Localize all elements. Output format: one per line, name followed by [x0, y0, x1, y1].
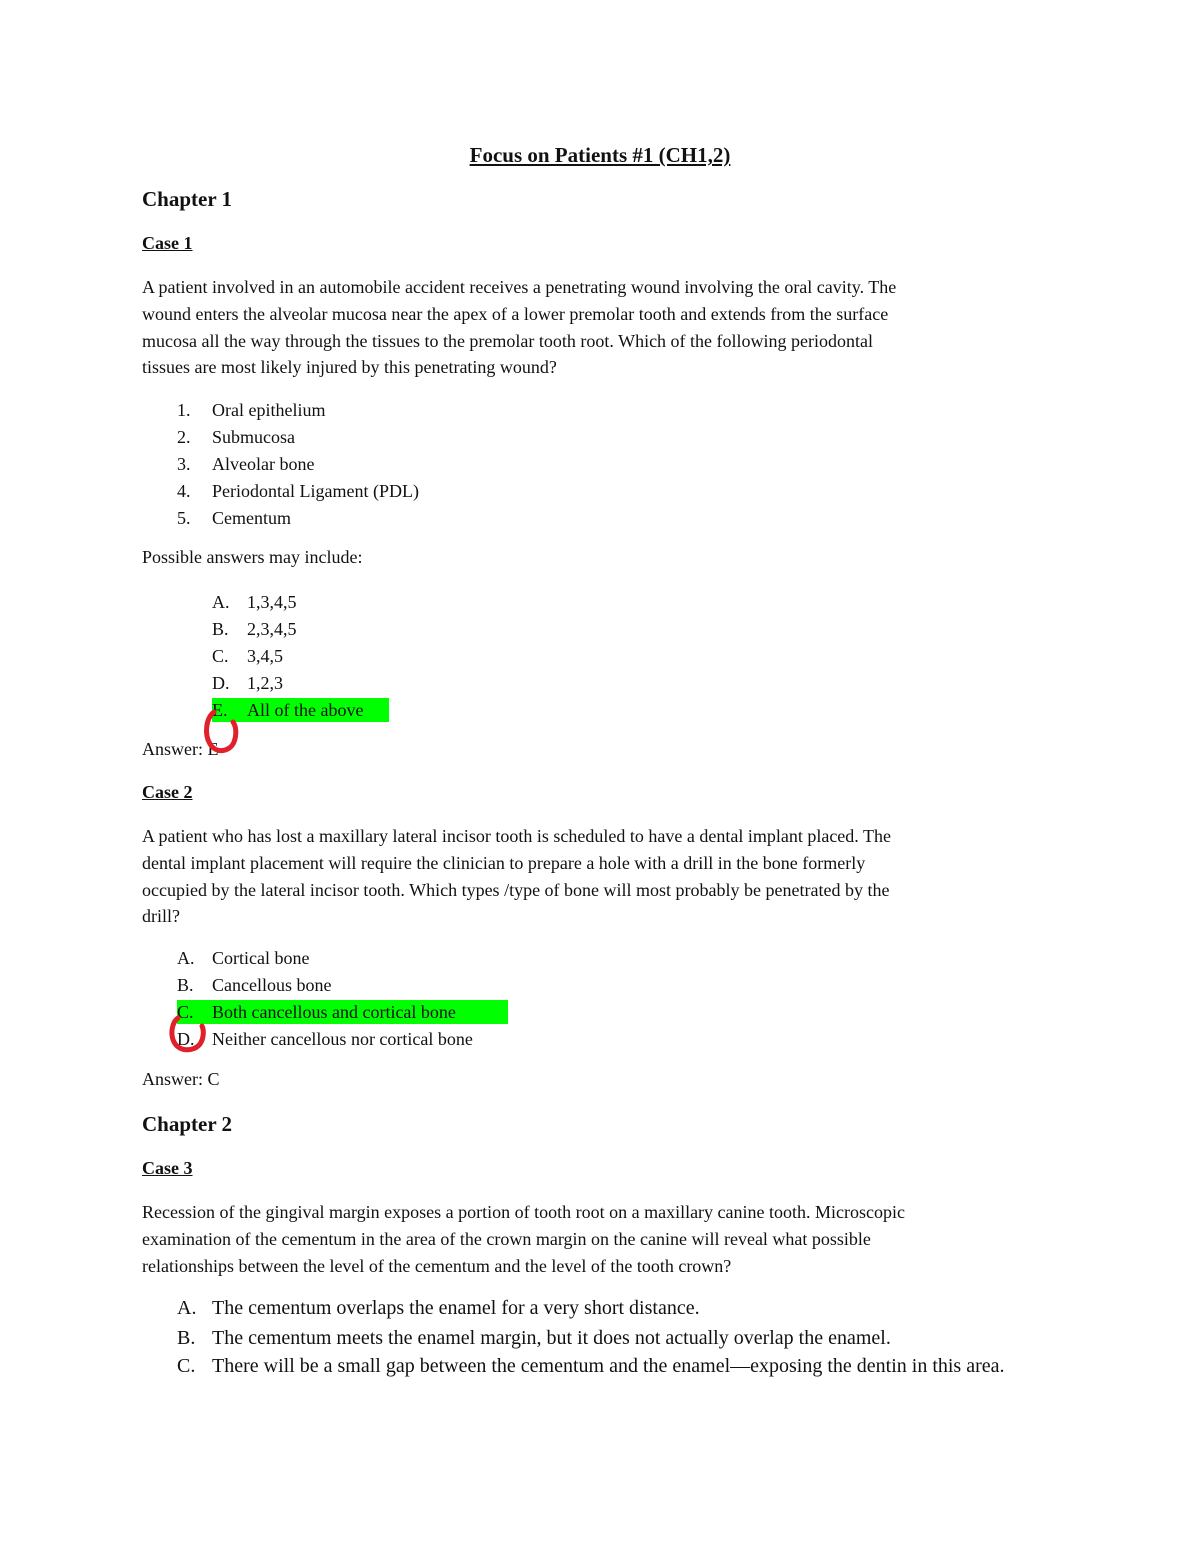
question-line: occupied by the lateral incisor tooth. Which types /type of bone will most probably be penetrated by the [142, 879, 890, 900]
question-line: Recession of the gingival margin exposes a portion of tooth root on a maxillary canine tooth. Microscopic [142, 1202, 905, 1222]
case-3-question [142, 1199, 1067, 1279]
chapter-2-heading: Chapter 2 [142, 1112, 233, 1136]
question-line: A patient who has lost a maxillary lateral incisor tooth is scheduled to have a dental implant placed. The [142, 826, 891, 846]
case-1-question [142, 274, 1067, 381]
case-2-answer: Answer: C [142, 1069, 220, 1089]
question-line: relationships between the level of the cementum and the level of the tooth crown? [142, 1255, 732, 1276]
case-2-heading: Case 2 [142, 782, 193, 802]
question-line: tissues are most likely injured by this penetrating wound? [142, 357, 557, 378]
question-line: A patient involved in an automobile accident receives a penetrating wound involving the oral cavity. The [142, 277, 897, 297]
possible-answers-label: Possible answers may include: [142, 547, 363, 567]
case-1-answer: Answer: E [142, 739, 219, 759]
document-title: Focus on Patients #1 (CH1,2) [469, 143, 731, 167]
case-1-heading: Case 1 [142, 233, 193, 253]
case-2-question [142, 823, 1067, 930]
document-page: Focus on Patients #1 (CH1,2) Chapter 1 Case 1 A patient involved in an automobile accident receives a penetrating wound involving the oral cavity. The wound enters the alveolar mucosa near the apex of a lower premolar tooth and extends from the surface mucosa all the way through the tissues to the premolar tooth root. Which of the following periodontal tissues are most likely injured by this penetrating wound? 1. Oral epithelium 2. Submucosa 3. Alveolar bone 4. Periodontal Ligament (PDL) 5. Cementum Possible answers may include: A. 1,3,4,5 B. 2,3,4,5 C. 3,4,5 D. 1,2,3 E. All of the above Answer: E Case 2 A patient who has lost a maxillary lateral incisor tooth is scheduled to have a dental implant placed. The dental implant placement will require the clinician to prepare a hole with a drill in the bone formerly occupied by the lateral incisor tooth. Which types /type of bone will most probably be penetrated by the drill? A. Cortical bone B. Cancellous bone C. Both cancellous and cortical bone D. Neither cancellous nor cortical bone Answer: C Chapter 2 Case 3 Recession of the gingival margin exposes a portion of tooth root on a maxillary canine tooth. Microscopic examination of the cementum in the area of the crown margin on the canine will reveal what possible relationships between the level of the cementum and the level of the tooth crown? A. The cementum overlaps the enamel for a very short distance. B. The cementum meets the enamel margin, but it does not actually overlap the enamel. C. There will be a small gap between the cementum and the enamel—exposing the dentin in this area. [0, 0, 1200, 1553]
question-line: drill? [142, 906, 180, 927]
question-line: wound enters the alveolar mucosa near the apex of a lower premolar tooth and extends from the surface [142, 303, 889, 324]
question-line: examination of the cementum in the area of the crown margin on the canine will reveal what possible [142, 1228, 871, 1249]
chapter-1-heading: Chapter 1 [142, 187, 233, 211]
question-line: dental implant placement will require the clinician to prepare a hole with a drill in the bone formerly [142, 852, 866, 873]
question-line: mucosa all the way through the tissues to the premolar tooth root. Which of the following periodontal [142, 330, 874, 351]
case-3-heading: Case 3 [142, 1158, 193, 1178]
